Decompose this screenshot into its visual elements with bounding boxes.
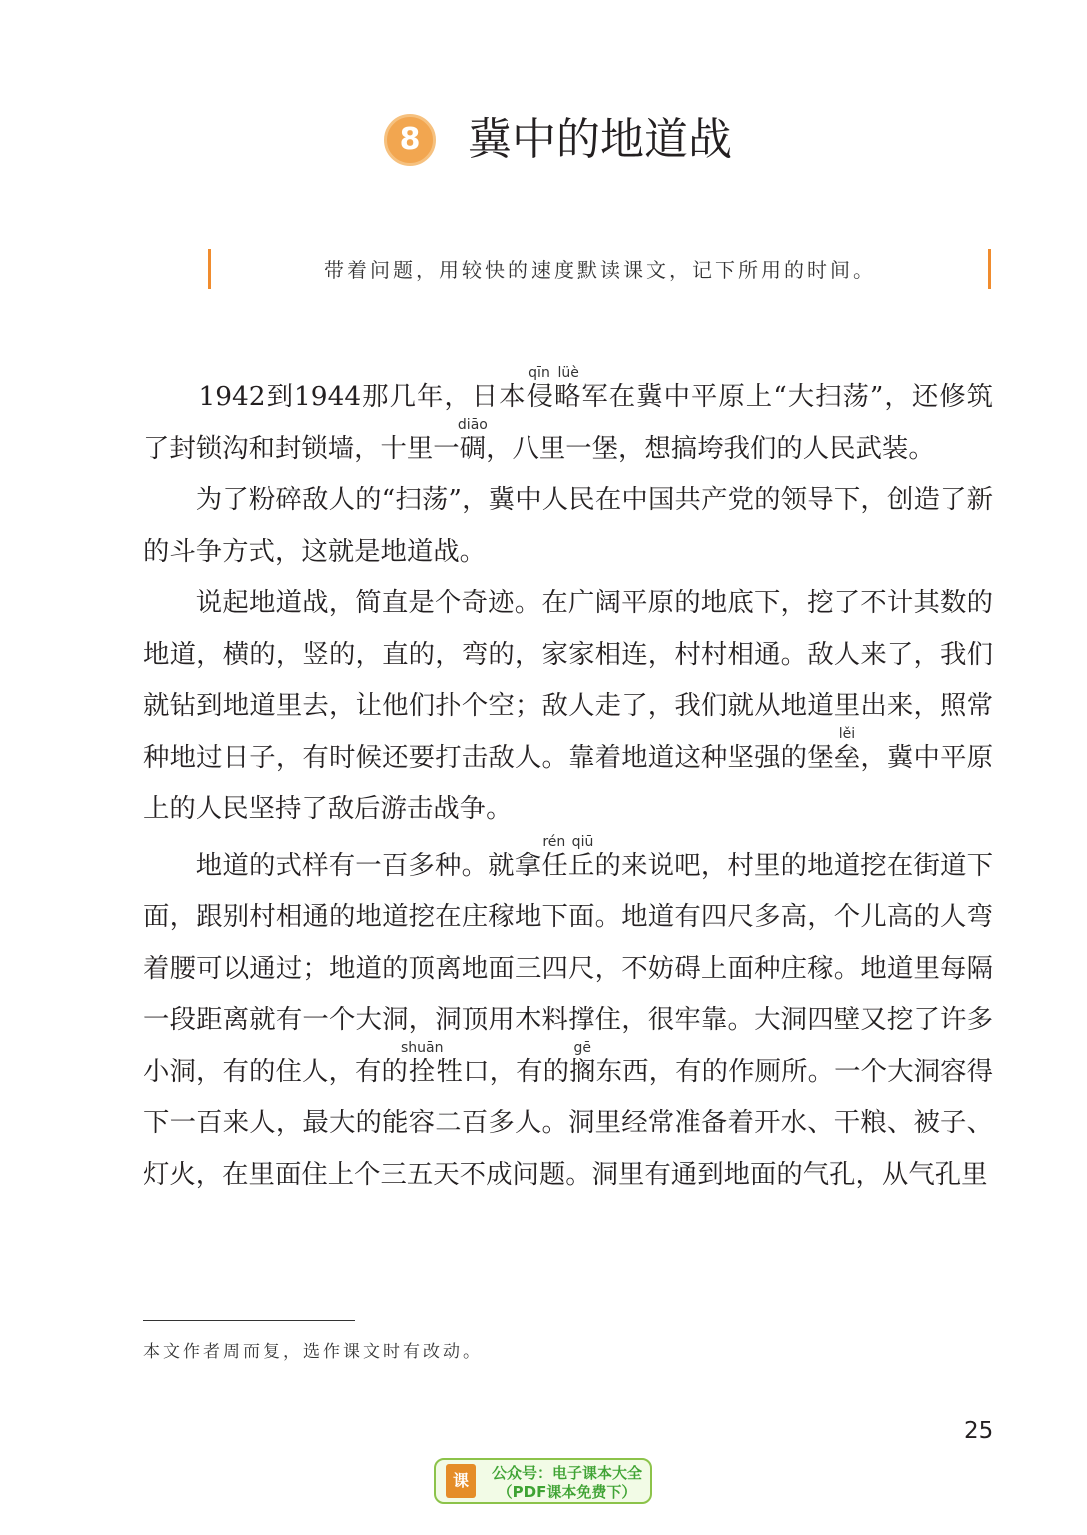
pinyin-text: shuān <box>401 1039 444 1056</box>
paragraph-text: 军在冀中平原上“大扫荡”，还修筑了封锁沟和封锁墙，十里一 <box>143 381 994 464</box>
pinyin-annotation: 拴shuān <box>401 1039 444 1087</box>
lesson-body <box>143 366 993 1200</box>
paragraph-text: 地道的式样有一百多种。就拿 <box>195 849 542 881</box>
pinyin-annotation: 碉diāo <box>457 416 488 464</box>
lesson-header <box>0 110 1087 174</box>
page-number: 25 <box>964 1418 994 1444</box>
paragraph <box>143 366 993 474</box>
book-icon: 课 <box>446 1464 476 1498</box>
watermark-line2: （PDF课本免费下） <box>497 1483 637 1501</box>
pinyin-text: qīn lüè <box>526 365 581 381</box>
footnote-divider <box>143 1320 355 1321</box>
pinyin-text: gē <box>569 1039 596 1056</box>
pinyin-text: diāo <box>457 416 488 433</box>
prompt-right-bar <box>988 249 991 289</box>
lesson-title: 冀中的地道战 <box>468 114 732 165</box>
paragraph-text: 为了粉碎敌人的“扫荡”，冀中人民在中国共产党的领导下，创造了新的斗争方式，这就是地道战。 <box>143 484 993 567</box>
paragraph-text: 1942到1944那几年，日本 <box>198 381 527 412</box>
paragraph-text: ，八里一堡，想搞垮我们的人民武装。 <box>486 432 935 464</box>
watermark-line1: 公众号：电子课本大全 <box>491 1464 642 1482</box>
paragraph-text: 说起地道战，简直是个奇迹。在广阔平原的地底下，挖了不计其数的地道，横的，竖的，直的，弯的，家家相连，村村相通。敌人来了，我们就钻到地道里去，让他们扑个空；敌人走了，我们就从地道里出来，照常种地过日子，有时候还要打击敌人。靠着地道这种坚强的堡 <box>143 587 993 773</box>
paragraph-text: 牲口，有的 <box>436 1055 570 1087</box>
paragraph <box>143 577 993 835</box>
pinyin-text: rén qiū <box>541 833 595 850</box>
paragraph <box>143 474 993 577</box>
watermark-badge <box>434 1458 652 1504</box>
pinyin-annotation: 侵略qīn lüè <box>526 365 582 412</box>
paragraph-text: ，冀中平原上的人民坚持了敌后游击战争。 <box>143 741 994 824</box>
footnote: 本文作者周而复，选作课文时有改动。 <box>143 1342 483 1362</box>
prompt-left-bar <box>208 249 211 289</box>
paragraph <box>143 835 993 1201</box>
paragraph-text: 东西，有的作厕所。一个大洞容得下一百来人，最大的能容二百多人。洞里经常准备着开水、干粮、被子、灯火，在里面住上个三五天不成问题。洞里有通到地面的气孔，从气孔里 <box>143 1055 993 1190</box>
pinyin-annotation: 任丘rén qiū <box>541 833 595 881</box>
pinyin-annotation: 搁gē <box>569 1039 596 1087</box>
reading-prompt: 带着问题，用较快的速度默读课文，记下所用的时间。 <box>324 258 876 282</box>
pinyin-annotation: 垒lěi <box>833 725 861 773</box>
lesson-number-badge: 8 <box>384 114 436 166</box>
paragraph-text: 的来说吧，村里的地道挖在街道下面，跟别村相通的地道挖在庄稼地下面。地道有四尺多高，个儿高的人弯着腰可以通过；地道的顶离地面三四尺，不妨碍上面种庄稼。地道里每隔一段距离就有一个大洞，洞顶用木料撑住，很牢靠。大洞四壁又挖了许多小洞，有的住人，有的 <box>143 849 994 1087</box>
pinyin-text: lěi <box>833 725 861 742</box>
